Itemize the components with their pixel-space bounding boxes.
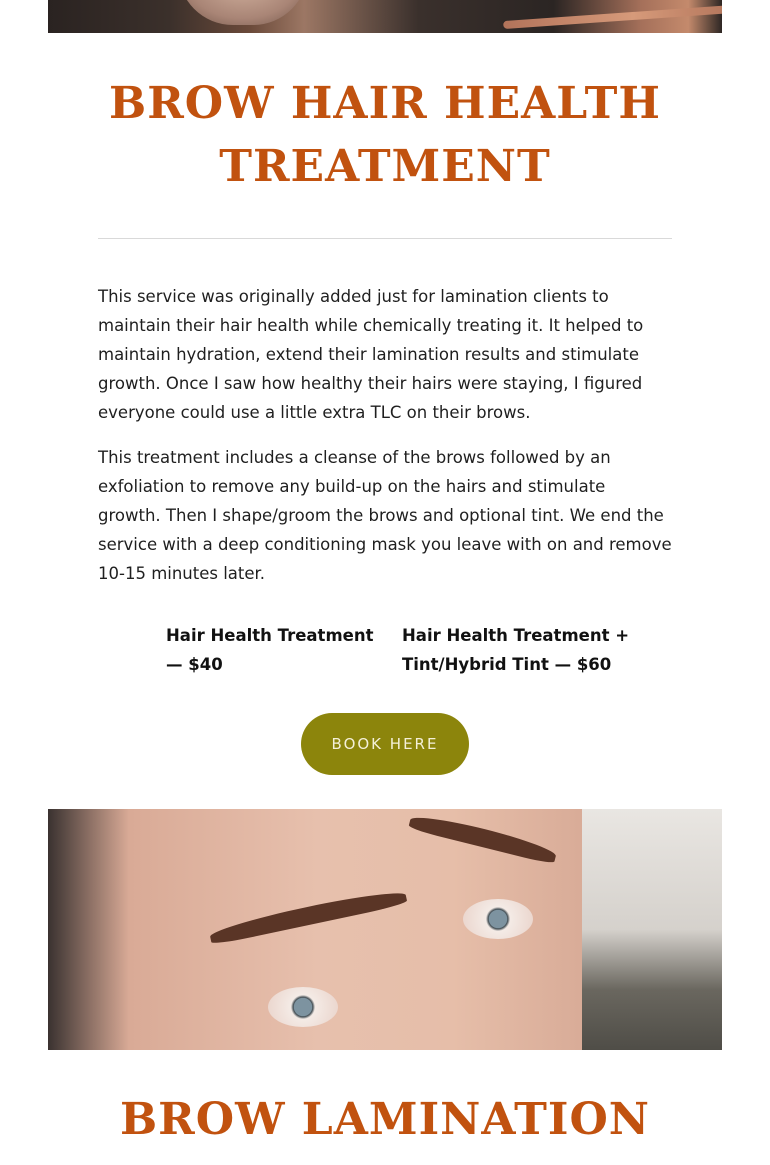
photo-right-eye <box>463 899 533 939</box>
description-paragraph-1: This service was originally added just for lamination clients to maintain their hair health while chemically treating it. It helped to maintain hydration, extend their lamination results and stimulate growth. Once I saw how healthy their hairs were staying, I figured everyone could use a little extra TLC on their brows. <box>98 287 644 422</box>
treatment-photo-top <box>48 0 722 33</box>
photo-left-brow <box>208 886 407 945</box>
photo-left-eye <box>268 987 338 1027</box>
price-hair-health-treatment: Hair Health Treatment — $40 <box>166 626 374 674</box>
photo-right-brow <box>408 811 558 865</box>
section-title-brow-lamination: BROW LAMINATION <box>119 1094 650 1145</box>
section-title-hair-health: BROW HAIR HEALTH TREATMENT <box>109 78 661 192</box>
photo-hand-detail <box>178 0 308 25</box>
price-hair-health-treatment-tint: Hair Health Treatment + Tint/Hybrid Tint — $60 <box>402 626 630 674</box>
description-paragraph-2: This treatment includes a cleanse of the brows followed by an exfoliation to remove any build-up on the hairs and stimulate growth. Then I shape/groom the brows and optional tint. We end the service with a deep conditioning mask you leave with on and remove 10-15 minutes later. <box>98 448 672 583</box>
photo-background <box>582 809 722 1050</box>
section-divider <box>98 238 672 239</box>
photo-tool-detail <box>503 3 722 29</box>
brow-lamination-photo <box>48 809 722 1050</box>
book-here-button[interactable]: BOOK HERE <box>301 713 469 775</box>
